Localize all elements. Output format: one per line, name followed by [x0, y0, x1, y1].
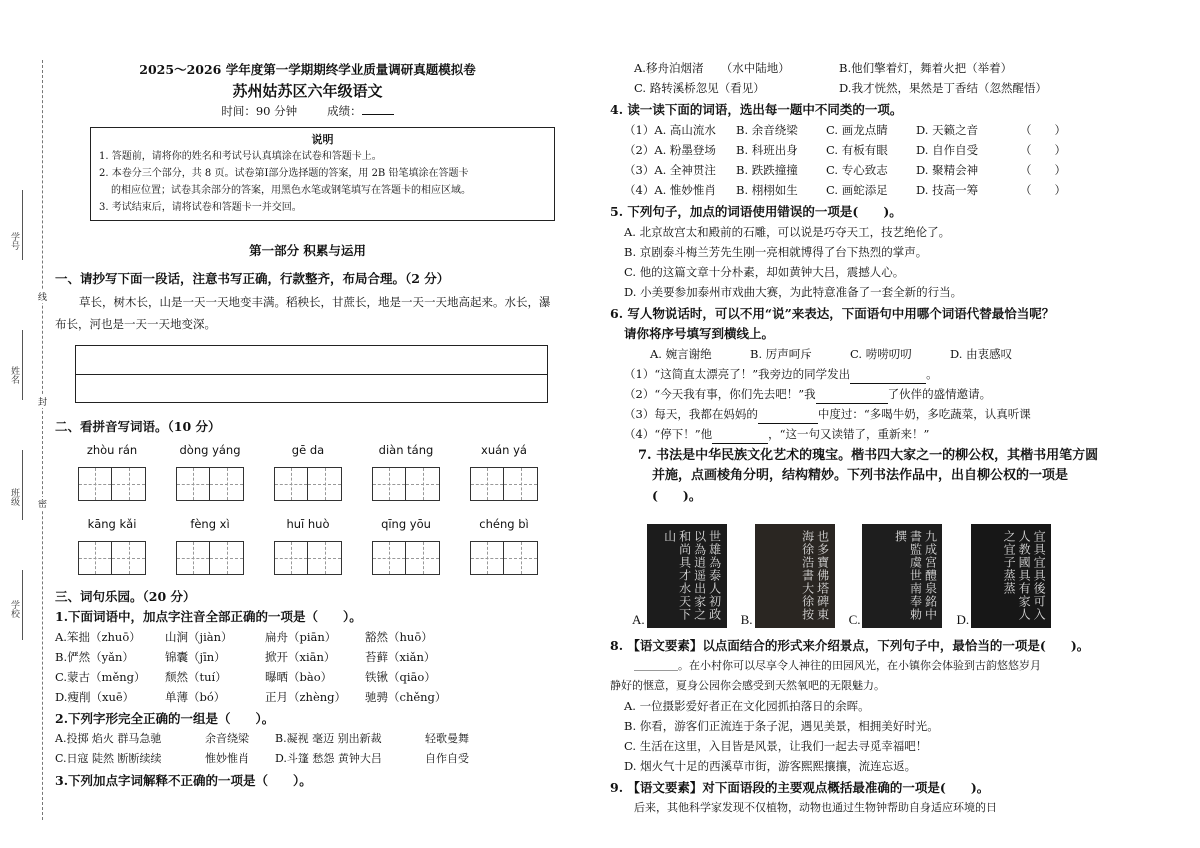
- option[interactable]: B. 你看，游客们正流连于条子泥，遇见美景，相拥美好时光。: [624, 719, 939, 733]
- option[interactable]: B. 跌跌撞撞: [736, 163, 798, 177]
- option: 颓然（tuí）: [165, 670, 227, 684]
- option[interactable]: （2）A. 粉墨登场: [624, 143, 716, 157]
- option[interactable]: D.瘦削（xuē）: [55, 690, 135, 704]
- answer-grid[interactable]: [470, 467, 538, 501]
- answer-paren[interactable]: （ ）: [1020, 123, 1066, 137]
- option[interactable]: B.他们擎着灯，舞着火把（举着）: [839, 61, 1013, 75]
- q4-row: [610, 120, 1170, 140]
- pinyin-item: [259, 443, 357, 501]
- answer-grid[interactable]: [274, 541, 342, 575]
- q4-row: [610, 180, 1170, 200]
- answer-paren[interactable]: （ ）: [1020, 163, 1066, 177]
- answer-grid[interactable]: [78, 541, 146, 575]
- option[interactable]: D. 天籁之音: [916, 123, 979, 137]
- option: 正月（zhèng）: [265, 690, 347, 704]
- answer-paren[interactable]: （ ）: [1020, 183, 1066, 197]
- option[interactable]: C. 他的这篇文章十分朴素，却如黄钟大吕，震撼人心。: [624, 265, 905, 279]
- word-option: C. 唠唠叨叨: [850, 347, 912, 361]
- pinyin-item: [63, 443, 161, 501]
- exam-subtitle: 苏州姑苏区六年级语文: [232, 82, 383, 100]
- section1-title: 一、请抄写下面一段话，注意书写正确，行款整齐，布局合理。（2 分）: [55, 271, 450, 286]
- binding-line: [42, 60, 43, 820]
- q2-options-ab: [55, 729, 560, 749]
- option[interactable]: C.日寇 陡然 断断续续: [55, 752, 162, 765]
- option[interactable]: C. 生活在这里，入目皆是风景，让我们一起去寻觅幸福吧！: [624, 739, 928, 753]
- pinyin-item: [455, 517, 553, 575]
- pinyin-item: [161, 443, 259, 501]
- option[interactable]: A. 北京故宫太和殿前的石雕，可以说是巧夺天工，技艺绝伦了。: [624, 225, 951, 239]
- option[interactable]: （1）A. 高山流水: [624, 123, 716, 137]
- seal-mark-seal: 封: [38, 395, 47, 408]
- q9-passage: 后来，其他科学家发现不仅植物，动物也通过生物钟帮助自身适应环境的日: [634, 801, 997, 814]
- pinyin-item: [357, 517, 455, 575]
- q1-options-a: [55, 627, 560, 647]
- question-7-answer[interactable]: ( )。: [652, 488, 702, 503]
- question-6-instruction: 请你将序号填写到横线上。: [624, 326, 775, 341]
- calligraphy-image: 九成宮醴泉銘中書監虞世南奉勅撰: [862, 524, 942, 628]
- option: 山涧（jiàn）: [165, 630, 233, 644]
- word-option: B. 厉声呵斥: [750, 347, 812, 361]
- q6-word-bank: [610, 344, 1170, 364]
- option-letter: A.: [632, 612, 645, 627]
- time-label: 时间：90 分钟: [221, 104, 298, 118]
- exam-title: 2025～2026 学年度第一学期期终学业质量调研真题模拟卷: [139, 62, 476, 77]
- question-8: 8. 【语文要素】以点面结合的形式来介绍景点，下列句子中，最恰当的一项是( )。: [610, 638, 1090, 653]
- option[interactable]: （4）A. 惟妙惟肖: [624, 183, 716, 197]
- question-6: 6. 写人物说话时，可以不用“说”来表达，下面语句中用哪个词语代替最恰当呢？: [610, 306, 1055, 321]
- option[interactable]: A. 一位摄影爱好者正在文化园抓拍落日的余晖。: [624, 699, 870, 713]
- pinyin-text: gē da: [291, 443, 325, 457]
- answer-grid[interactable]: [470, 541, 538, 575]
- copy-passage: 草长，树木长，山是一天一天地变丰满。稻秧长，甘蔗长，地是一天一天地高起来。水长，瀑布长，河也是一天一天地变深。: [55, 295, 551, 331]
- option: 余音绕梁: [205, 732, 249, 745]
- q6-sentence: （3）每天，我都在妈妈的 中度过：“多喝牛奶，多吃蔬菜，认真听课: [610, 404, 1170, 424]
- calligraphy-options: [632, 518, 1170, 628]
- pinyin-row-2: [63, 517, 560, 575]
- option: 自作自受: [425, 752, 469, 765]
- part1-title: 第一部分 积累与运用: [249, 243, 366, 258]
- question-3: 3.下列加点字词解释不正确的一项是（ ）。: [55, 773, 312, 788]
- calligraphy-image: 也多寶佛塔碑東海徐浩書大徐按: [755, 524, 835, 628]
- right-column: [610, 58, 1170, 818]
- fill-blank[interactable]: [850, 364, 926, 384]
- answer-grid[interactable]: [176, 467, 244, 501]
- option[interactable]: A.笨拙（zhuō）: [55, 630, 141, 644]
- q4-row: [610, 160, 1170, 180]
- q1-options-b: [55, 647, 560, 667]
- option: 单薄（bó）: [165, 690, 226, 704]
- q2-options-cd: [55, 749, 560, 769]
- exam-meta: [55, 103, 560, 119]
- answer-paren[interactable]: （ ）: [1020, 143, 1066, 157]
- q1-options-c: [55, 667, 560, 687]
- copy-writing-box[interactable]: [75, 345, 548, 403]
- option[interactable]: B. 栩栩如生: [736, 183, 798, 197]
- q8-passage-cont: 静好的惬意，夏身公园你会感受到天然氧吧的无限魅力。: [610, 679, 885, 692]
- score-blank[interactable]: [362, 114, 394, 115]
- pinyin-text: chéng bì: [479, 517, 529, 531]
- binding-margin: [0, 0, 50, 848]
- score-label: 成绩：: [327, 104, 362, 118]
- word-option: A. 婉言谢绝: [650, 347, 712, 361]
- instruction-item: 3. 考试结束后，请将试卷和答题卡一并交回。: [99, 202, 302, 213]
- option[interactable]: A.投掷 焰火 群马急驰: [55, 732, 162, 745]
- word-option: D. 由衷感叹: [950, 347, 1013, 361]
- class-blank: [22, 450, 23, 520]
- answer-grid[interactable]: [78, 467, 146, 501]
- pinyin-row-1: [63, 443, 560, 501]
- pinyin-text: huī huò: [286, 517, 330, 531]
- option[interactable]: D. 技高一筹: [916, 183, 979, 197]
- answer-grid[interactable]: [176, 541, 244, 575]
- question-4: 4. 读一读下面的词语，选出每一题中不同类的一项。: [610, 102, 903, 117]
- exam-header: [55, 60, 560, 119]
- answer-grid[interactable]: [274, 467, 342, 501]
- option[interactable]: D.我才恍然，果然是丁香结（忽然醒悟）: [839, 81, 1047, 95]
- option[interactable]: D. 烟火气十足的西溪草市街，游客熙熙攘攘，流连忘返。: [624, 759, 917, 773]
- school-label: 学校: [9, 600, 19, 618]
- pinyin-item: [259, 517, 357, 575]
- pinyin-text: qīng yōu: [381, 517, 431, 531]
- section3-title: 三、词句乐园。（20 分）: [55, 589, 196, 604]
- fill-blank[interactable]: [816, 384, 888, 404]
- student-id-label: 学号: [9, 232, 19, 250]
- option[interactable]: B. 科班出身: [736, 143, 798, 157]
- q6-sentence: （1）“这简直太漂亮了！”我旁边的同学发出 。: [610, 364, 1170, 384]
- option: 曝晒（bào）: [265, 670, 333, 684]
- option: 锦囊（jīn）: [165, 650, 226, 664]
- question-1: 1.下面词语中，加点字注音全部正确的一项是（ ）。: [55, 609, 362, 624]
- option-letter: D.: [956, 612, 970, 627]
- left-column: [55, 54, 560, 791]
- q6-sentence: （4）“停下！”他 ，“这一句又读错了，重新来！”: [610, 424, 1170, 444]
- student-id-blank: [22, 190, 23, 260]
- question-7-cont: 并施，点画棱角分明，结构精妙。下列书法作品中，出自柳公权的一项是: [652, 468, 1069, 483]
- calligraphy-image: 世雄為泰人初政以為逍遥出家之和尚具才水天下山: [647, 524, 727, 628]
- option[interactable]: D.斗篷 愁怨 黄钟大吕: [275, 752, 382, 765]
- pinyin-text: xuán yá: [481, 443, 527, 457]
- option[interactable]: B.凝视 毫迈 别出新裁: [275, 732, 382, 745]
- option-letter: C.: [848, 612, 861, 627]
- question-5: 5. 下列句子，加点的词语使用错误的一项是( )。: [610, 204, 902, 219]
- fill-blank[interactable]: [712, 424, 768, 444]
- q3-options-cd: [610, 78, 1170, 98]
- name-label: 姓名: [9, 366, 19, 384]
- seal-mark-line: 线: [38, 290, 47, 303]
- option: 掀开（xiān）: [265, 650, 336, 664]
- instruction-item: 1. 答题前，请将你的姓名和考试号认真填涂在试卷和答题卡上。: [99, 151, 382, 162]
- option[interactable]: （3）A. 全神贯注: [624, 163, 716, 177]
- question-9: 9. 【语文要素】对下面语段的主要观点概括最准确的一项是( )。: [610, 780, 990, 795]
- option[interactable]: C.蒙古（měng）: [55, 670, 146, 684]
- q1-options-d: [55, 687, 560, 707]
- fill-blank[interactable]: [758, 404, 818, 424]
- option: 苔藓（xiǎn）: [365, 650, 436, 664]
- option[interactable]: D. 聚精会神: [916, 163, 979, 177]
- class-label: 班级: [9, 488, 19, 506]
- pinyin-text: diàn táng: [378, 443, 434, 457]
- question-7: 7. 书法是中华民族文化艺术的瑰宝。楷书四大家之一的柳公权，其楷书用笔方圆: [638, 448, 1099, 463]
- instruction-item: 2. 本卷分三个部分，共 8 页。试卷第Ⅰ部分选择题的答案，用 2B 铅笔填涂在答题卡: [99, 168, 469, 179]
- question-2: 2.下列字形完全正确的一组是（ ）。: [55, 711, 275, 726]
- option[interactable]: C. 有板有眼: [826, 143, 888, 157]
- option: 铁锹（qiāo）: [365, 670, 436, 684]
- option: 豁然（huō）: [365, 630, 433, 644]
- q6-sentence: （2）“今天我有事，你们先去吧！”我 了伙伴的盛情邀请。: [610, 384, 1170, 404]
- option: 轻歌曼舞: [425, 732, 469, 745]
- q8-passage: ＿＿＿＿。在小村你可以尽享令人神往的田园风光，在小镇你会体验到古韵悠悠岁月: [634, 659, 1041, 672]
- option[interactable]: D. 自作自受: [916, 143, 979, 157]
- pinyin-text: dòng yáng: [179, 443, 241, 457]
- pinyin-item: [161, 517, 259, 575]
- option[interactable]: C. 专心致志: [826, 163, 888, 177]
- answer-grid[interactable]: [372, 467, 440, 501]
- option[interactable]: C. 路转溪桥忽见（看见）: [634, 81, 765, 95]
- option[interactable]: A.移舟泊烟渚 （水中陆地）: [634, 61, 790, 75]
- calligraphy-image: 宜具宜具後可入人教國具有家人之宜子蒸蒸: [971, 524, 1051, 628]
- calligraphy-option-c[interactable]: [849, 524, 943, 628]
- option[interactable]: C. 画龙点睛: [826, 123, 888, 137]
- q4-row: [610, 140, 1170, 160]
- option: 惟妙惟肖: [205, 752, 249, 765]
- option[interactable]: B. 余音绕梁: [736, 123, 798, 137]
- option[interactable]: B. 京剧泰斗梅兰芳先生刚一亮相就博得了台下热烈的掌声。: [624, 245, 928, 259]
- pinyin-item: [455, 443, 553, 501]
- option: 扁舟（piān）: [265, 630, 337, 644]
- answer-grid[interactable]: [372, 541, 440, 575]
- name-blank: [22, 330, 23, 400]
- instructions-title: 说明: [311, 133, 334, 146]
- option: 驰骋（chěng）: [365, 690, 447, 704]
- section2-title: 二、看拼音写词语。（10 分）: [55, 419, 221, 434]
- pinyin-item: [63, 517, 161, 575]
- pinyin-item: [357, 443, 455, 501]
- option-letter: B.: [740, 612, 753, 627]
- pinyin-text: zhòu rán: [86, 443, 138, 457]
- calligraphy-option-d[interactable]: [956, 524, 1051, 628]
- school-blank: [22, 570, 23, 640]
- calligraphy-option-b[interactable]: [741, 524, 835, 628]
- q3-options-ab: [610, 58, 1170, 78]
- instruction-item: 的相应位置；试卷其余部分的答案，用黑色水笔或钢笔填写在答题卡的相应区域。: [111, 185, 471, 196]
- calligraphy-option-a[interactable]: [632, 524, 727, 628]
- instructions-box: [90, 127, 555, 221]
- pinyin-text: kāng kǎi: [87, 517, 137, 531]
- option[interactable]: D. 小美要参加泰州市戏曲大赛，为此特意准备了一套全新的行当。: [624, 285, 963, 299]
- pinyin-text: fèng xì: [190, 517, 230, 531]
- option[interactable]: B.俨然（yǎn）: [55, 650, 134, 664]
- option[interactable]: C. 画蛇添足: [826, 183, 888, 197]
- seal-mark-secret: 密: [38, 497, 47, 510]
